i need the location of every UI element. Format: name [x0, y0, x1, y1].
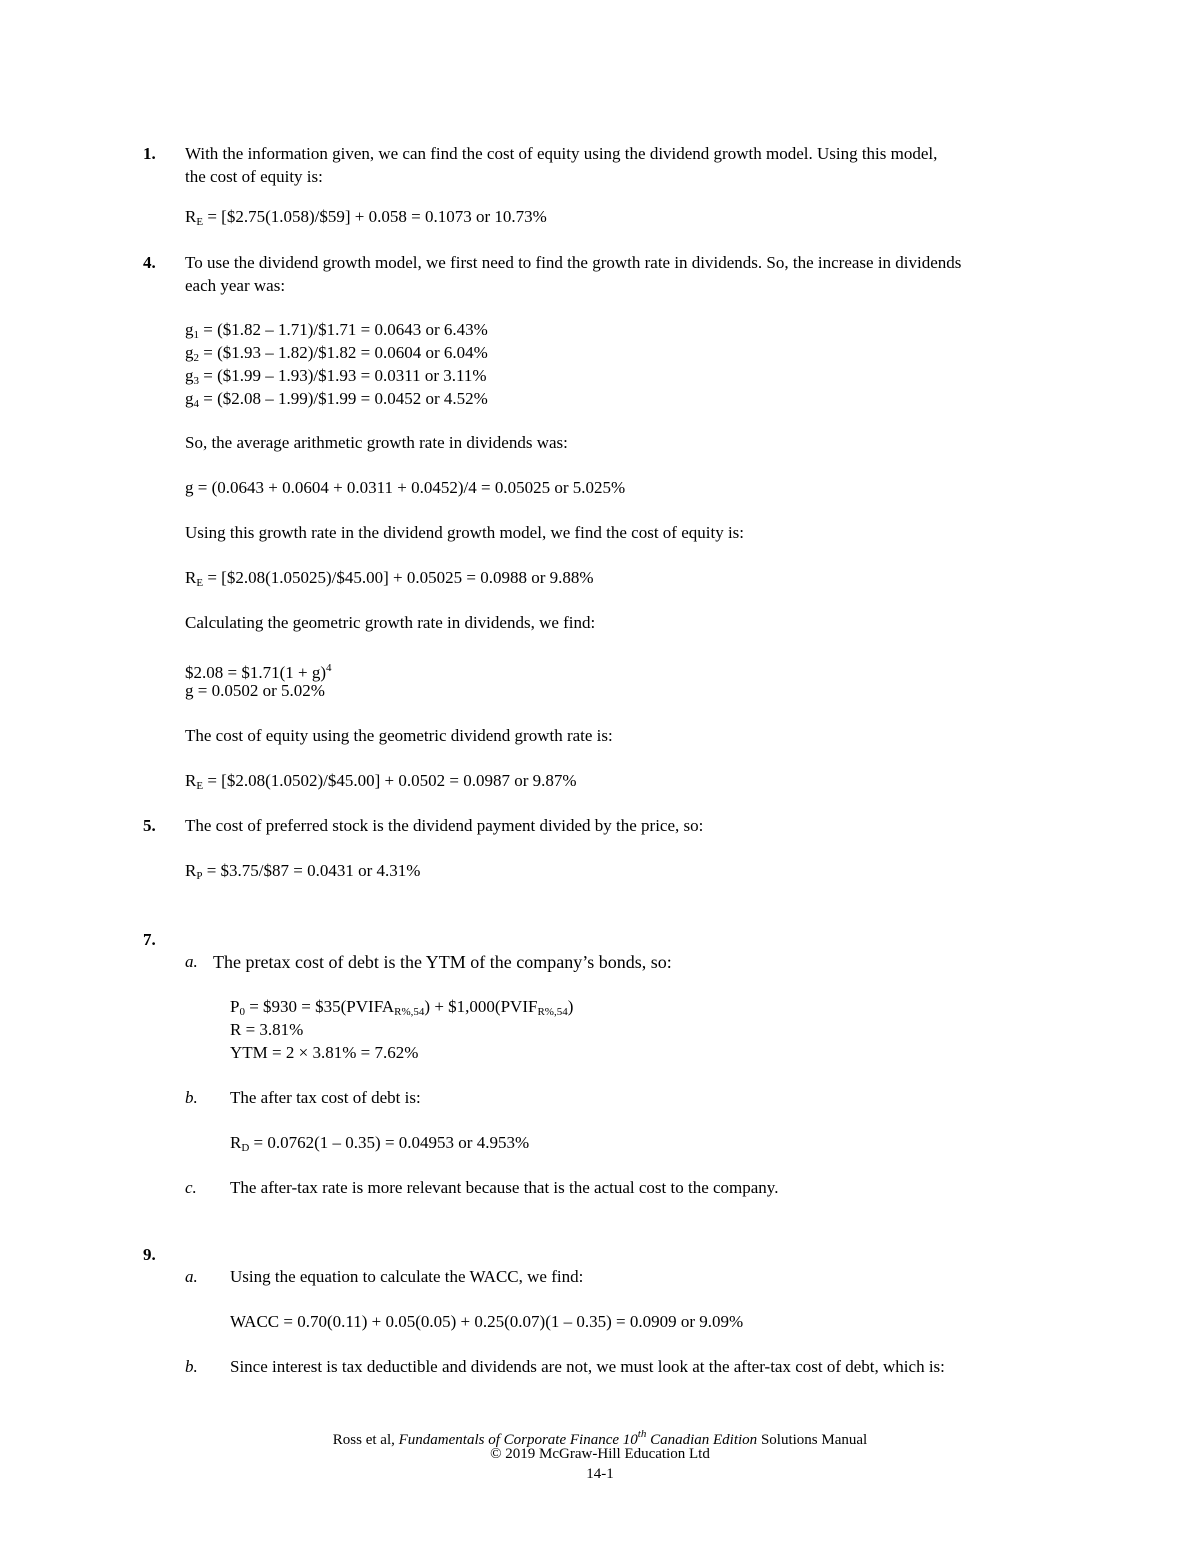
question-9a-label: a. — [185, 1267, 198, 1286]
question-7a-label: a. — [185, 952, 198, 971]
bond-price-equation: $P_0$ = $930 = $\$35(PVIFA_{R\%,54})$ + $\$1,000(PVIF_{R\%,54})$ — [230, 997, 574, 1018]
after-tax-cost-of-debt-equation: $R_D = 0.0762(1 - 0.35) = 0.04953$ or 4.953% — [230, 1133, 530, 1154]
question-9-number: 9. — [143, 1245, 156, 1264]
geometric-growth-intro: Calculating the geometric growth rate in dividends, we find: — [185, 613, 596, 632]
arithmetic-growth-equation: g = (0.0643 + 0.0604 + 0.0311 + 0.0452)/4 = 0.05025 or 5.025% — [185, 478, 626, 497]
footer-page-number: 14-1 — [586, 1466, 614, 1482]
question-7a-text: The pretax cost of debt is the YTM of the company’s bonds, so: — [213, 952, 672, 972]
question-5-number: 5. — [143, 816, 156, 835]
growth-rate-equation: $g_2$ = ($1.93 – 1.82)/$1.82 = 0.0604 or 6.04% — [185, 343, 488, 364]
question-7-number: 7. — [143, 930, 156, 949]
cost-of-equity-arithmetic-equation: $R_E$ = [$2.08(1.05025)/$45.00] + 0.05025 = 0.0988 or 9.88% — [185, 568, 594, 589]
geometric-growth-equation-2: g = 0.0502 or 5.02% — [185, 681, 325, 700]
geometric-growth-equation-1: $2.08 = $1.71(1 + g)$^4$ — [185, 662, 332, 682]
question-9b-label: b. — [185, 1357, 198, 1376]
wacc-equation: WACC = 0.70(0.11) + 0.05(0.05) + 0.25(0.07)(1 – 0.35) = 0.0909 or 9.09% — [230, 1312, 744, 1331]
question-4-number: 4. — [143, 253, 156, 272]
question-7c-text: The after-tax rate is more relevant because that is the actual cost to the company. — [230, 1178, 779, 1197]
growth-rate-equation: $g_1$ = ($1.82 – 1.71)/$1.71 = 0.0643 or 6.43% — [185, 320, 488, 341]
question-7c-label: c. — [185, 1178, 197, 1197]
geometric-cost-intro: The cost of equity using the geometric dividend growth rate is: — [185, 726, 613, 745]
arithmetic-growth-intro: So, the average arithmetic growth rate in dividends was: — [185, 433, 568, 452]
question-1-equation: $R_E$ = [$2.75(1.058)/$59] + 0.058 = 0.1073 or 10.73% — [185, 207, 547, 228]
question-1-text-line-2: the cost of equity is: — [185, 167, 323, 186]
question-7b-label: b. — [185, 1088, 198, 1107]
question-9b-text: Since interest is tax deductible and dividends are not, we must look at the after-tax cost of debt, which is: — [230, 1357, 945, 1376]
question-5-equation: $R_P$ = $3.75/$87 = 0.0431 or 4.31% — [185, 861, 421, 882]
r-value-line: R = 3.81% — [230, 1020, 304, 1039]
growth-rate-equation: $g_3$ = ($1.99 – 1.93)/$1.93 = 0.0311 or 3.11% — [185, 366, 487, 387]
question-9a-text: Using the equation to calculate the WACC, we find: — [230, 1267, 584, 1286]
question-4-text-line-1: To use the dividend growth model, we first need to find the growth rate in dividends. So, the increase in dividends — [185, 253, 962, 272]
question-4-text-line-2: each year was: — [185, 276, 286, 295]
cost-of-equity-intro: Using this growth rate in the dividend growth model, we find the cost of equity is: — [185, 523, 745, 542]
question-1-number: 1. — [143, 144, 156, 163]
ytm-line: YTM = 2 × 3.81% = 7.62% — [230, 1043, 419, 1062]
question-5-text: The cost of preferred stock is the dividend payment divided by the price, so: — [185, 816, 704, 835]
question-1-text-line-1: With the information given, we can find the cost of equity using the dividend growth model. Using this model, — [185, 144, 938, 163]
cost-of-equity-geometric-equation: $R_E$ = [$2.08(1.0502)/$45.00] + 0.0502 = 0.0987 or 9.87% — [185, 771, 577, 792]
footer-citation: Ross et al, Fundamentals of Corporate Finance 10th Canadian Edition Solutions Manual — [332, 1428, 868, 1448]
footer-copyright: © 2019 McGraw-Hill Education Ltd — [490, 1446, 710, 1462]
growth-rate-equation: $g_4$ = ($2.08 – 1.99)/$1.99 = 0.0452 or 4.52% — [185, 389, 488, 410]
question-7b-text: The after tax cost of debt is: — [230, 1088, 421, 1107]
